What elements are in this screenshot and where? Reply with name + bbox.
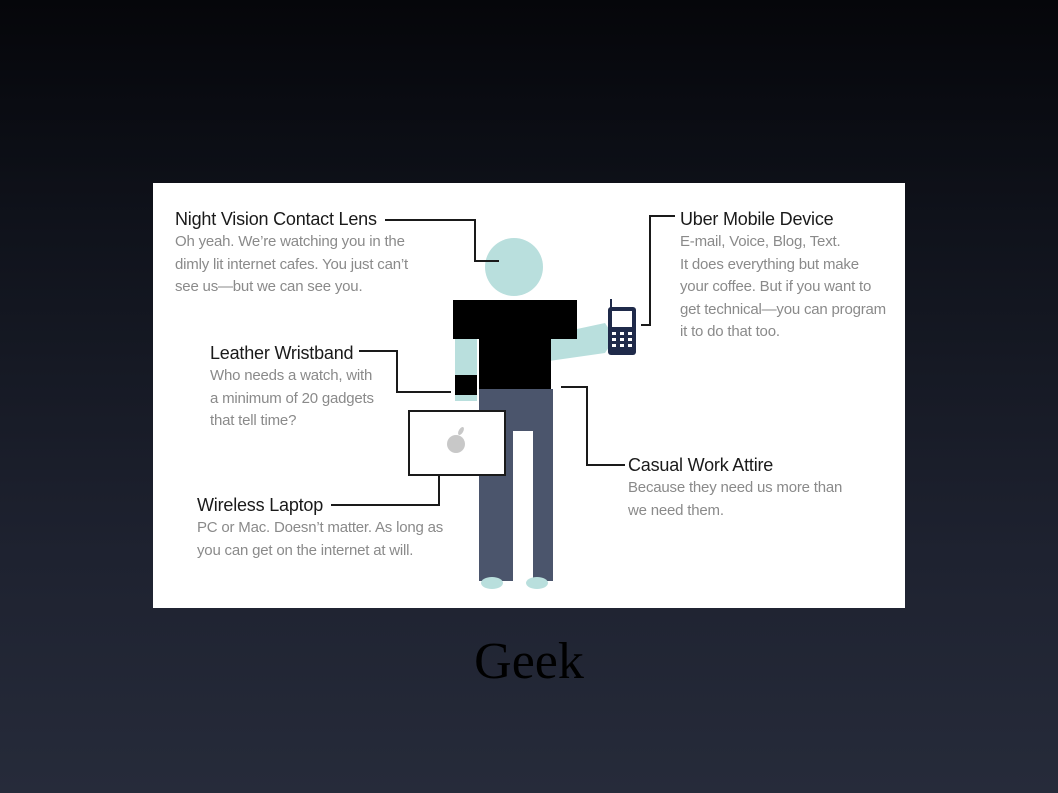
head	[485, 238, 543, 296]
callout-attire-description: Because they need us more than we need them.	[628, 479, 843, 519]
callout-wristband-title: Leather Wristband	[210, 343, 354, 363]
callout-lens	[175, 208, 408, 299]
callout-wristband	[210, 342, 374, 433]
callout-wristband-description: Who needs a watch, with a minimum of 20 gadgets that tell time?	[210, 367, 374, 429]
left-foot	[481, 577, 503, 589]
callout-lens-description: Oh yeah. We’re watching you in the dimly lit internet cafes. You just can’t see us—but we can see you.	[175, 233, 408, 295]
callout-laptop	[197, 494, 443, 562]
callout-mobile-description: E-mail, Voice, Blog, Text. It does everything but make your coffee. But if you want to get technical—you can program it to do that too.	[680, 233, 886, 340]
right-foot	[526, 577, 548, 589]
callout-mobile-title: Uber Mobile Device	[680, 209, 834, 229]
callout-attire	[628, 454, 842, 522]
slide-caption: Geek	[474, 633, 584, 690]
mobile-device-icon	[608, 299, 636, 355]
callout-mobile	[680, 208, 886, 344]
leader-mobile	[641, 216, 675, 325]
callout-attire-title: Casual Work Attire	[628, 455, 774, 475]
callout-laptop-description: PC or Mac. Doesn’t matter. As long as you can get on the internet at will.	[197, 519, 444, 559]
infographic-panel	[153, 183, 905, 608]
callout-laptop-title: Wireless Laptop	[197, 495, 324, 515]
leather-wristband	[455, 375, 477, 395]
leader-attire	[561, 387, 625, 465]
callout-lens-title: Night Vision Contact Lens	[175, 209, 377, 229]
